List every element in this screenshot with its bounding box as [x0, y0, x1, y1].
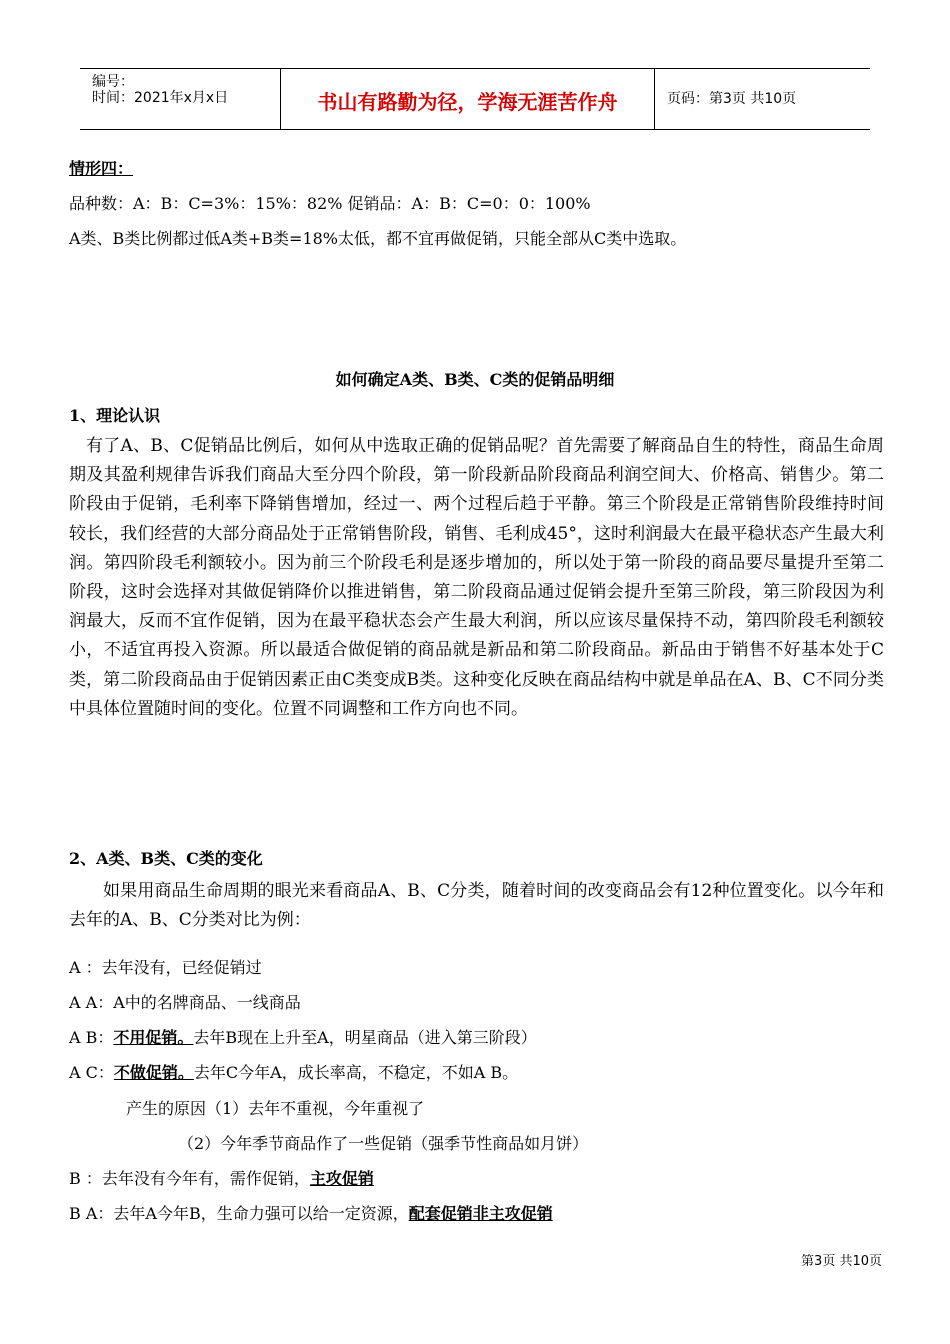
ratio-line: 品种数：A：B：C=3%：15%：82% 促销品：A：B：C=0：0：100%	[69, 194, 591, 213]
item-ba-text: B A：去年A今年B，生命力强可以给一定资源，	[69, 1204, 409, 1223]
header-left-cell	[80, 69, 281, 129]
item-ab	[69, 1025, 537, 1048]
item-aa: A A：A中的名牌商品、一线商品	[69, 993, 301, 1012]
item-b-emphasis: 主攻促销	[309, 1169, 374, 1188]
subsection-2-title: 2、A类、B类、C类的变化	[69, 849, 263, 868]
header-page-info: 页码：第3页 共10页	[667, 91, 797, 107]
theory-paragraph: 有了A、B、C促销品比例后，如何从中选取正确的促销品呢？首先需要了解商品自生的特性，商品生命周期及其盈利规律告诉我们商品大至分四个阶段，第一阶段新品阶段商品利润空间大、价格高、销售少。第二阶段由于促销，毛利率下降销售增加，经过一、两个过程后趋于平静。第三个阶段是正常销售阶段维持时间较长，我们经营的大部分商品处于正常销售阶段，销售、毛利成45°，这时利润最大在最平稳状态产生最大利润。第四阶段毛利额较小。因为前三个阶段毛利是逐步增加的，所以处于第一阶段的商品要尽量提升至第二阶段，这时会选择对其做促销降价以推进销售，第二阶段商品通过促销会提升至第三阶段，第三阶段因为利润最大，反而不宜作促销，因为在最平稳状态会产生最大利润，所以应该尽量保持不动，第四阶段毛利额较小，不适宜再投入资源。所以最适合做促销的商品就是新品和第二阶段商品。新品由于销售不好基本处于C类，第二阶段商品由于促销因素正由C类变成B类。这种变化反映在商品结构中就是单品在A、B、C不同分类中具体位置随时间的变化。位置不同调整和工作方向也不同。	[69, 436, 884, 719]
reason-1: 产生的原因（1）去年不重视，今年重视了	[126, 1099, 425, 1118]
item-b-text: B ：去年没有今年有，需作促销，	[69, 1169, 310, 1188]
situation-title: 情形四：	[69, 159, 134, 178]
item-ab-emphasis: 不用促销。	[113, 1028, 194, 1047]
item-ab-label: A B：	[69, 1028, 114, 1047]
item-ba-emphasis: 配套促销非主攻促销	[408, 1204, 553, 1223]
time-label: 时间：2021年x月x日	[92, 90, 229, 106]
header-middle-cell	[281, 69, 655, 129]
motto: 书山有路勤为径，学海无涯苦作舟	[317, 90, 618, 114]
change-paragraph: 如果用商品生命周期的眼光来看商品A、B、C分类，随着时间的改变商品会有12种位置变化。以今年和去年的A、B、C分类对比为例：	[69, 881, 884, 931]
item-b	[69, 1166, 374, 1189]
item-a: A ：去年没有，已经促销过	[69, 958, 262, 977]
situation-conclusion: A类、B类比例都过低A类+B类=18%太低，都不宜再做促销，只能全部从C类中选取。	[69, 229, 687, 248]
page-header	[80, 68, 870, 130]
reason-2: （2）今年季节商品作了一些促销（强季节性商品如月饼）	[178, 1134, 589, 1153]
item-ac	[69, 1060, 518, 1083]
item-ac-label: A C：	[69, 1063, 114, 1082]
item-ac-rest: 去年C今年A，成长率高，不稳定，不如A B。	[193, 1063, 519, 1082]
header-right-cell	[655, 69, 870, 129]
footer-page-info: 第3页 共10页	[801, 1254, 882, 1269]
item-ac-emphasis: 不做促销。	[113, 1063, 194, 1082]
number-label: 编号：	[92, 74, 134, 90]
subsection-1-title: 1、理论认识	[69, 406, 161, 425]
item-ba	[69, 1201, 553, 1224]
section-title: 如何确定A类、B类、C类的促销品明细	[335, 370, 615, 389]
item-ab-rest: 去年B现在上升至A，明星商品（进入第三阶段）	[193, 1028, 537, 1047]
